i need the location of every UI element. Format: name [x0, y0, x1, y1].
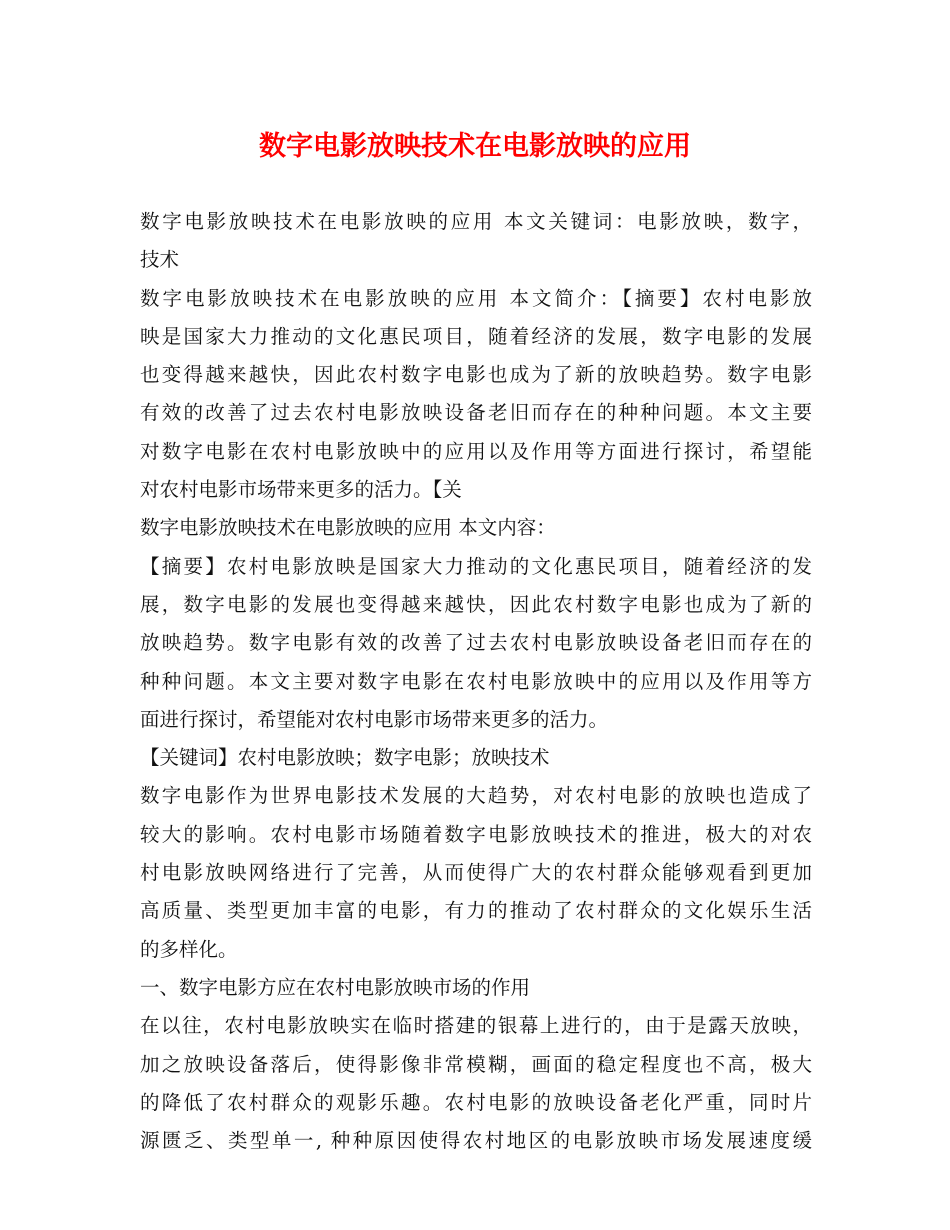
text-line: 数字电影放映技术在电影放映的应用 本文简介：【摘要】农村电影放 [140, 286, 812, 310]
text-line: 一、数字电影方应在农村电影放映市场的作用 [140, 975, 531, 999]
text-line: 较大的影响。农村电影市场随着数字电影放映技术的推进，极大的对农 [140, 822, 812, 846]
text-line: 村电影放映网络进行了完善，从而使得广大的农村群众能够观看到更加 [140, 861, 812, 885]
text-line: 的多样化。 [140, 937, 238, 961]
document-body [140, 203, 812, 1160]
text-line: 对农村电影市场带来更多的活力。【关 [140, 478, 462, 502]
text-line: 源匮乏、类型单一, 种种原因使得农村地区的电影放映市场发展速度缓 [140, 1129, 812, 1153]
text-line: 映是国家大力推动的文化惠民项目，随着经济的发展，数字电影的发展 [140, 324, 812, 348]
text-line: 【摘要】农村电影放映是国家大力推动的文化惠民项目，随着经济的发 [140, 554, 812, 578]
text-line: 面进行探讨，希望能对农村电影市场带来更多的活力。 [140, 707, 609, 731]
text-line: 数字电影放映技术在电影放映的应用 本文内容： [140, 516, 556, 540]
text-line: 高质量、类型更加丰富的电影，有力的推动了农村群众的文化娱乐生活 [140, 899, 812, 923]
text-line: 数字电影作为世界电影技术发展的大趋势，对农村电影的放映也造成了 [140, 784, 812, 808]
text-line: 数字电影放映技术在电影放映的应用 本文关键词：电影放映，数字， [140, 210, 812, 233]
text-line: 技术 [140, 248, 180, 272]
text-line: 【关键词】农村电影放映；数字电影；放映技术 [140, 746, 550, 770]
text-line: 展，数字电影的发展也变得越来越快，因此农村数字电影也成为了新的 [140, 592, 812, 616]
document-title: 数字电影放映技术在电影放映的应用 [259, 131, 691, 162]
text-line: 的降低了农村群众的观影乐趣。农村电影的放映设备老化严重，同时片 [140, 1090, 812, 1114]
text-line: 也变得越来越快，因此农村数字电影也成为了新的放映趋势。数字电影 [140, 363, 812, 387]
text-line: 对数字电影在农村电影放映中的应用以及作用等方面进行探讨，希望能 [140, 439, 812, 463]
text-line: 加之放映设备落后，使得影像非常模糊，画面的稳定程度也不高，极大 [140, 1052, 812, 1076]
text-line: 在以往，农村电影放映实在临时搭建的银幕上进行的，由于是露天放映， [140, 1014, 812, 1038]
text-line: 种种问题。本文主要对数字电影在农村电影放映中的应用以及作用等方 [140, 669, 812, 693]
text-line: 有效的改善了过去农村电影放映设备老旧而存在的种种问题。本文主要 [140, 401, 812, 425]
text-line: 放映趋势。数字电影有效的改善了过去农村电影放映设备老旧而存在的 [140, 631, 812, 655]
